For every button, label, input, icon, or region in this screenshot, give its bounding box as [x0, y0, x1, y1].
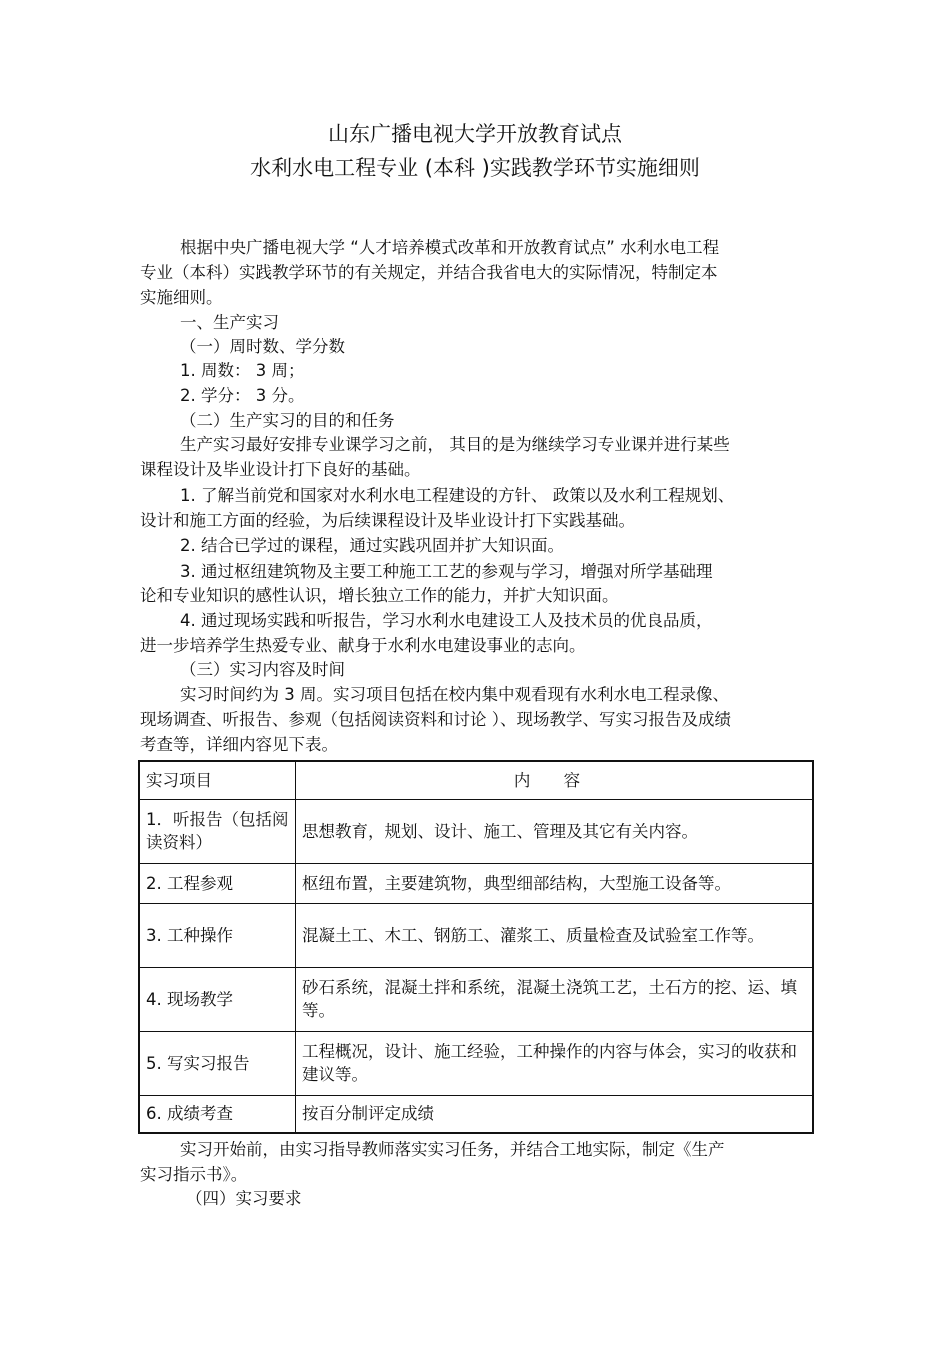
weeks-item: 1. 周数： 3 周；	[180, 361, 305, 380]
credits-item: 2. 学分： 3 分。	[180, 386, 305, 405]
intro-line-2: 专业（本科）实践教学环节的有关规定，并结合我省电大的实际情况，特制定本	[140, 263, 718, 282]
table-cell-item: 1．听报告（包括阅读资料）	[139, 799, 296, 863]
goal-4-line-2: 进一步培养学生热爱专业、献身于水利水电建设事业的志向。	[140, 636, 586, 655]
table-header-row	[139, 761, 813, 799]
content-line-3: 考查等，详细内容见下表。	[140, 735, 338, 754]
table-row	[139, 903, 813, 967]
table-row	[139, 863, 813, 903]
goal-3-line-2: 论和专业知识的感性认识，增长独立工作的能力，并扩大知识面。	[140, 586, 619, 605]
table-cell-content: 枢纽布置，主要建筑物，典型细部结构，大型施工设备等。	[296, 863, 814, 903]
purpose-line-2: 课程设计及毕业设计打下良好的基础。	[140, 460, 421, 479]
content-line-1: 实习时间约为 3 周。实习项目包括在校内集中观看现有水利水电工程录像、	[180, 685, 729, 704]
goal-4-line-1: 4. 通过现场实践和听报告，学习水利水电建设工人及技术员的优良品质，	[180, 611, 713, 630]
table-header-item: 实习项目	[139, 761, 296, 799]
table-row	[139, 1031, 813, 1095]
title-line-1: 山东广播电视大学开放教育试点	[328, 122, 622, 146]
table-cell-content: 混凝土工、木工、钢筋工、灌浆工、质量检查及试验室工作等。	[296, 903, 814, 967]
subsection-heading-2: （二）生产实习的目的和任务	[180, 411, 395, 430]
table-row	[139, 799, 813, 863]
table-header-content: 内 容	[296, 761, 814, 799]
table-cell-item: 6. 成绩考查	[139, 1095, 296, 1133]
goal-3-line-1: 3. 通过枢纽建筑物及主要工种施工工艺的参观与学习，增强对所学基础理	[180, 562, 713, 581]
after-table-line-1: 实习开始前，由实习指导教师落实实习任务，并结合工地实际，制定《生产	[180, 1140, 725, 1159]
subsection-heading-4: （四）实习要求	[186, 1189, 302, 1208]
subsection-heading-1: （一）周时数、学分数	[180, 337, 345, 356]
table-cell-item: 3. 工种操作	[139, 903, 296, 967]
after-table-line-2: 实习指示书》。	[140, 1165, 248, 1184]
section-heading-1: 一、生产实习	[180, 313, 279, 332]
title-line-2: 水利水电工程专业 (本科 )实践教学环节实施细则	[250, 156, 700, 180]
table-cell-content: 思想教育，规划、设计、施工、管理及其它有关内容。	[296, 799, 814, 863]
table-row	[139, 967, 813, 1031]
practice-table	[138, 760, 814, 1134]
table-cell-content: 砂石系统，混凝土拌和系统，混凝土浇筑工艺，土石方的挖、运、填等。	[296, 967, 814, 1031]
goal-2: 2. 结合已学过的课程，通过实践巩固并扩大知识面。	[180, 536, 564, 555]
table-cell-item: 2. 工程参观	[139, 863, 296, 903]
content-line-2: 现场调查、听报告、参观（包括阅读资料和讨论 ）、现场教学、写实习报告及成绩	[140, 710, 731, 729]
table-cell-content: 工程概况，设计、施工经验，工种操作的内容与体会，实习的收获和建议等。	[296, 1031, 814, 1095]
table-row	[139, 1095, 813, 1133]
table-cell-item: 4. 现场教学	[139, 967, 296, 1031]
table-cell-item: 5. 写实习报告	[139, 1031, 296, 1095]
intro-line-3: 实施细则。	[140, 288, 223, 307]
table-cell-content: 按百分制评定成绩	[296, 1095, 814, 1133]
goal-1-line-1: 1. 了解当前党和国家对水利水电工程建设的方针、 政策以及水利工程规划、	[180, 486, 735, 505]
subsection-heading-3: （三）实习内容及时间	[180, 660, 345, 679]
intro-line-1: 根据中央广播电视大学 “人才培养模式改革和开放教育试点” 水利水电工程	[180, 238, 720, 257]
goal-1-line-2: 设计和施工方面的经验，为后续课程设计及毕业设计打下实践基础。	[140, 511, 635, 530]
purpose-line-1: 生产实习最好安排专业课学习之前， 其目的是为继续学习专业课并进行某些	[180, 435, 730, 454]
